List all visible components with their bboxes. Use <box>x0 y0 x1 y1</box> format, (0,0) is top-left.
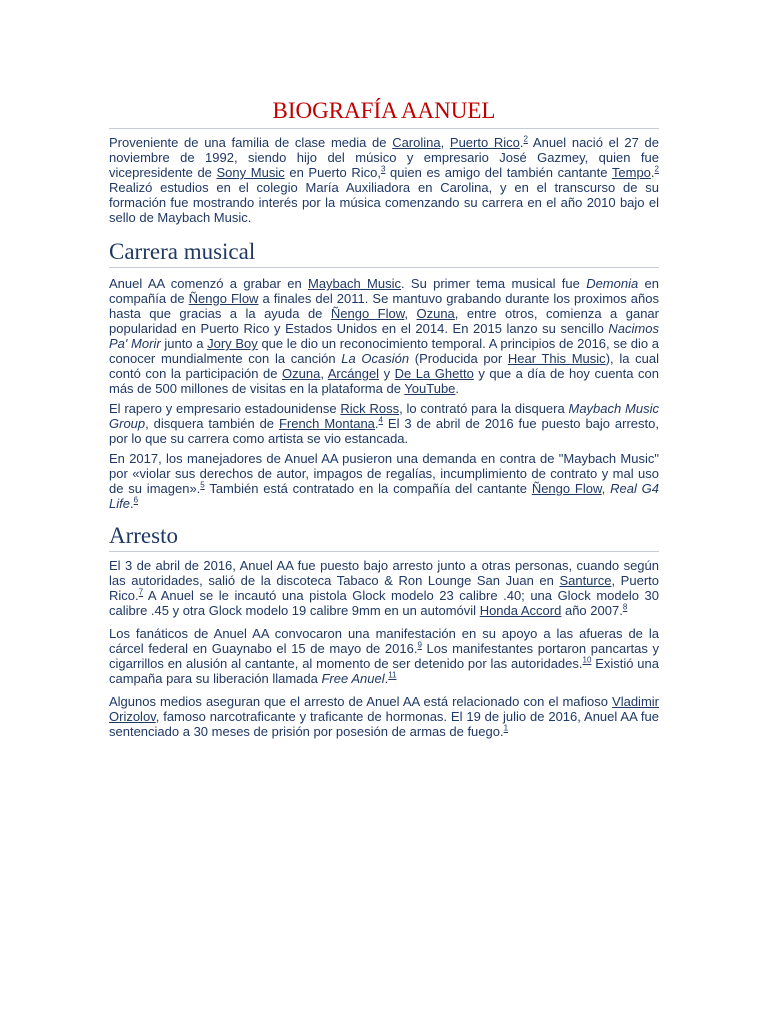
text: . Su primer tema musical fue <box>400 276 587 291</box>
link-french-montana[interactable]: French Montana <box>278 416 375 431</box>
link-honda-accord[interactable]: Honda Accord <box>479 603 562 618</box>
text: . <box>384 671 389 686</box>
link-sony-music[interactable]: Sony Music <box>216 165 285 180</box>
link-puerto-rico[interactable]: Puerto Rico <box>449 135 520 150</box>
text: Existió una campaña para su liberación llamada <box>109 656 659 686</box>
text: A Anuel se le incautó una pistola Glock modelo 23 calibre .40; una Glock modelo 30 calibre .45 y otra Glock modelo 19 calibre 9mm en un automóvil <box>109 588 659 618</box>
song-title: Demonia <box>586 276 639 291</box>
document-body <box>109 98 659 739</box>
text: quien es amigo del también cantante <box>385 165 612 180</box>
text: (Producida por <box>409 351 508 366</box>
text: Anuel AA comenzó a grabar en <box>109 276 308 291</box>
text: junto a <box>160 336 208 351</box>
link-nengo-flow[interactable]: Ñengo Flow <box>531 481 602 496</box>
footnote-link[interactable]: 4 <box>378 415 383 425</box>
arrest-paragraph-2 <box>109 626 659 686</box>
link-ozuna[interactable]: Ozuna <box>282 366 321 381</box>
link-jory-boy[interactable]: Jory Boy <box>207 336 258 351</box>
footnote-ref <box>134 496 138 505</box>
footnote-ref <box>623 603 627 612</box>
text: Los fanáticos de Anuel AA convocaron una manifestación en su apoyo a las afueras de la cárcel federal en Guaynabo el 15 de mayo de 2016. <box>109 626 659 656</box>
link-maybach-music[interactable]: Maybach Music <box>307 276 401 291</box>
text: que le dio un reconocimiento temporal. A principios de 2016, se dio a conocer mundialmente con la canción <box>109 336 659 366</box>
link-arcangel[interactable]: Arcángel <box>327 366 380 381</box>
text: Proveniente de una familia de clase media de <box>109 135 393 150</box>
footnote-link[interactable]: 6 <box>133 495 139 505</box>
career-paragraph-1 <box>109 276 659 396</box>
text: , entre otros, comienza a ganar popularidad en Puerto Rico y Estados Unidos en el 2014. En 2015 lanzo su sencillo <box>109 306 659 336</box>
text: . <box>129 496 134 511</box>
text: Algunos medios aseguran que el arresto de Anuel AA está relacionado con el mafioso <box>109 694 613 709</box>
link-nengo-flow[interactable]: Ñengo Flow <box>330 306 405 321</box>
text: . <box>374 416 379 431</box>
text: año 2007. <box>561 603 623 618</box>
career-paragraph-2 <box>109 401 659 446</box>
section-heading-arresto: Arresto <box>109 523 659 552</box>
song-title: La Ocasión <box>341 351 410 366</box>
link-hear-this-music[interactable]: Hear This Music <box>507 351 606 366</box>
footnote-link[interactable]: 5 <box>200 480 205 490</box>
text: . <box>455 381 460 396</box>
text: en Puerto Rico, <box>284 165 381 180</box>
text: , <box>601 481 611 496</box>
footnote-ref <box>504 724 508 733</box>
footnote-link[interactable]: 7 <box>138 587 144 597</box>
link-youtube[interactable]: YouTube <box>404 381 456 396</box>
intro-paragraph <box>109 135 659 225</box>
text: y <box>379 366 395 381</box>
text: , <box>320 366 328 381</box>
career-paragraph-3 <box>109 451 659 511</box>
footnote-link[interactable]: 9 <box>417 640 422 650</box>
link-vladimir-orizolov[interactable]: Vladimir Orizolov <box>109 694 659 724</box>
footnote-ref <box>655 165 659 174</box>
text: , <box>404 306 417 321</box>
song-title: Nacimos Pa' Morir <box>109 321 659 351</box>
link-carolina[interactable]: Carolina <box>392 135 441 150</box>
footnote-link[interactable]: 2 <box>523 134 528 144</box>
link-nengo-flow[interactable]: Ñengo Flow <box>188 291 259 306</box>
text: En 2017, los manejadores de Anuel AA pusieron una demanda en contra de "Maybach Music" por «violar sus derechos de autor, impagos de regalías, incumplimiento de contrato y mal uso de su imagen». <box>109 451 659 496</box>
text: También está contratado en la compañía del cantante <box>204 481 532 496</box>
text: y que a día de hoy cuenta con más de 500 millones de visitas en la plataforma de <box>109 366 659 396</box>
text: , famoso narcotraficante y traficante de hormonas. El 19 de julio de 2016, Anuel AA fue sentenciado a 30 meses de prisión por posesión de armas de fuego. <box>109 709 659 739</box>
text: El 3 de abril de 2016 fue puesto bajo arresto, por lo que su carrera como artista se vio estancada. <box>109 416 659 446</box>
text: Anuel nació el 27 de noviembre de 1992, siendo hijo del músico y empresario José Gazmey, quien fue vicepresidente de <box>109 135 659 180</box>
link-ozuna[interactable]: Ozuna <box>416 306 455 321</box>
text: , lo contrató para la disquera <box>399 401 569 416</box>
text: ), la cual contó con la participación de <box>109 351 659 381</box>
text: . <box>519 135 524 150</box>
text: . <box>650 165 655 180</box>
page-title: BIOGRAFÍA AANUEL <box>109 98 659 129</box>
text: Realizó estudios en el colegio María Auxiliadora en Carolina, y en el transcurso de su formación fue mostrando interés por la música comenzando su carrera en el año 2010 bajo el sello de Maybach Music. <box>109 180 659 225</box>
text: a finales del 2011. Se mantuvo grabando durante los proximos años hasta que gracias a la ayuda de <box>109 291 659 321</box>
footnote-link[interactable]: 3 <box>380 164 386 174</box>
text: , disquera también de <box>145 416 279 431</box>
text: , <box>440 135 450 150</box>
label-name: Maybach Music Group <box>109 401 659 431</box>
footnote-ref <box>388 671 396 680</box>
arrest-paragraph-3 <box>109 694 659 739</box>
link-santurce[interactable]: Santurce <box>559 573 612 588</box>
text: El rapero y empresario estadounidense <box>109 401 341 416</box>
footnote-link[interactable]: 8 <box>622 602 628 612</box>
text: , Puerto Rico. <box>109 573 659 603</box>
footnote-link[interactable]: 1 <box>503 723 509 733</box>
footnote-link[interactable]: 11 <box>388 670 397 680</box>
link-tempo[interactable]: Tempo <box>611 165 651 180</box>
link-de-la-ghetto[interactable]: De La Ghetto <box>394 366 474 381</box>
section-heading-carrera: Carrera musical <box>109 239 659 268</box>
label-name: Real G4 Life <box>109 481 659 511</box>
footnote-link[interactable]: 2 <box>654 164 659 174</box>
text: Los manifestantes portaron pancartas y cigarrillos en alusión al cantante, al momento de ser detenido por las autoridades. <box>109 641 660 671</box>
campaign-name: Free Anuel <box>321 671 385 686</box>
footnote-link[interactable]: 10 <box>582 655 592 665</box>
text: El 3 de abril de 2016, Anuel AA fue puesto bajo arresto junto a otras personas, cuando según las autoridades, salió de la discoteca Tabaco & Ron Lounge San Juan en <box>109 558 659 588</box>
text: en compañía de <box>109 276 659 306</box>
link-rick-ross[interactable]: Rick Ross <box>340 401 400 416</box>
arrest-paragraph-1 <box>109 558 659 618</box>
